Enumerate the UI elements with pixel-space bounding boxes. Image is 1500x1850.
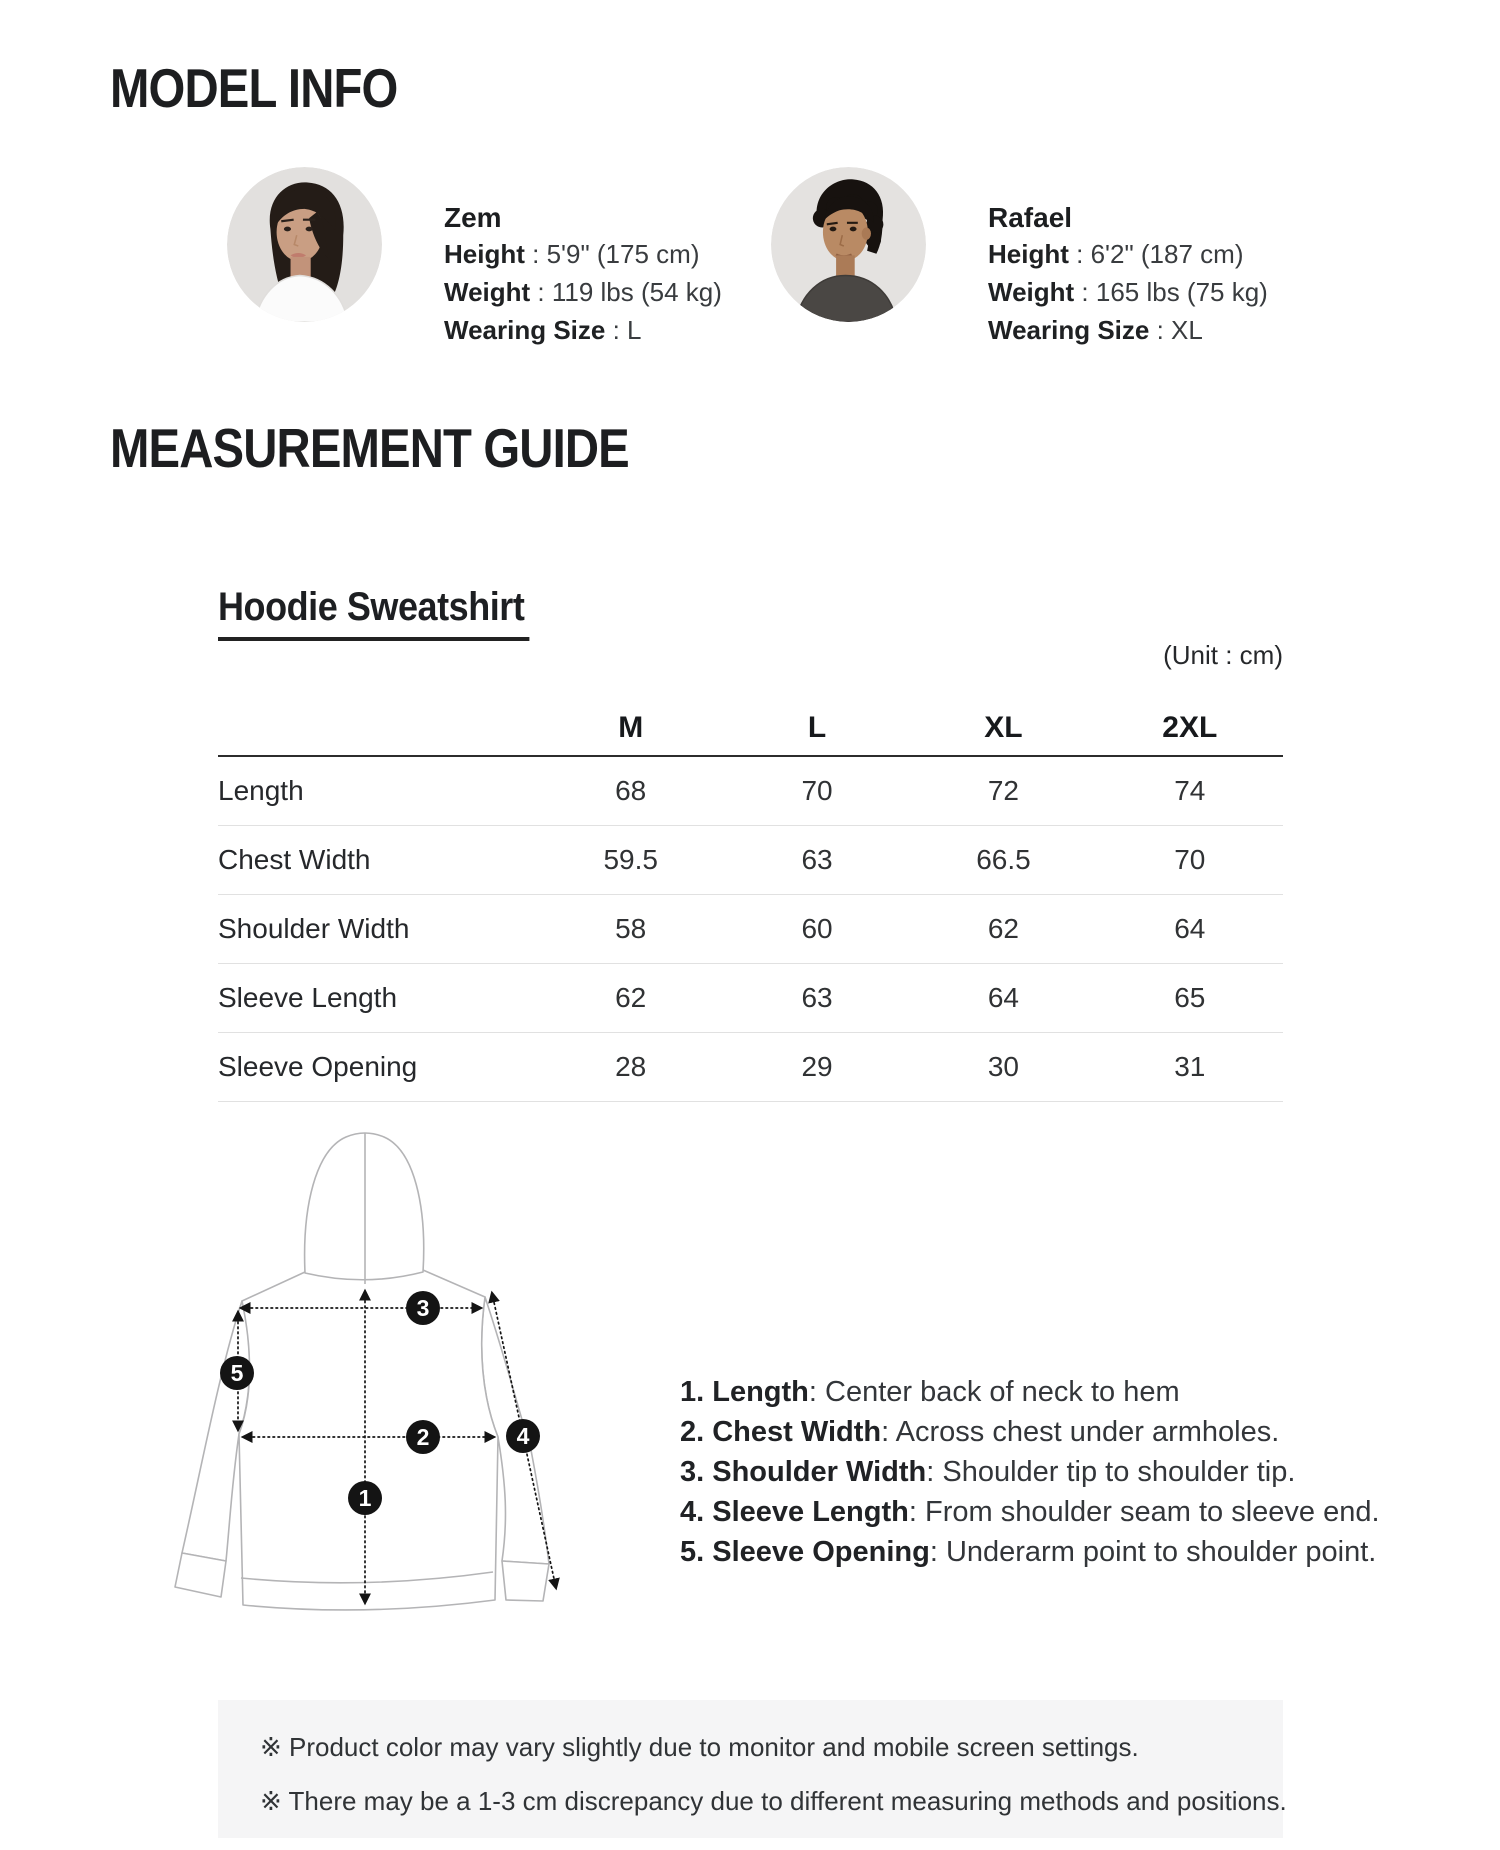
size-column-l: L (724, 700, 910, 756)
stat-value: 119 lbs (54 kg) (551, 277, 722, 307)
stat-separator: : (530, 277, 552, 307)
model-photo-rafael (771, 167, 926, 322)
size-cell: 68 (538, 756, 724, 826)
diagram-marker-1 (348, 1481, 382, 1515)
hoodie-diagram (165, 1100, 585, 1620)
description-length (680, 1372, 1380, 1412)
stat-value: 6'2" (187 cm) (1090, 239, 1244, 269)
description-label: 5. Sleeve Opening (680, 1536, 930, 1568)
measurement-guide-title: MEASUREMENT GUIDE (110, 417, 629, 479)
table-row-length (218, 756, 1283, 826)
row-label: Sleeve Length (218, 964, 538, 1033)
size-table (218, 700, 1283, 1102)
stat-separator: : (1149, 315, 1172, 345)
size-cell: 74 (1097, 756, 1283, 826)
description-text: : Shoulder tip to shoulder tip. (926, 1456, 1296, 1488)
table-row-shoulder-width (218, 895, 1283, 964)
cuff-left (175, 1553, 226, 1597)
stat-value: 165 lbs (75 kg) (1095, 277, 1268, 307)
row-label: Shoulder Width (218, 895, 538, 964)
size-cell: 62 (910, 895, 1096, 964)
model-stat-height (988, 235, 1268, 273)
product-title: Hoodie Sweatshirt (218, 585, 530, 641)
size-column-m: M (538, 700, 724, 756)
size-cell: 70 (1097, 826, 1283, 895)
svg-text:1: 1 (358, 1485, 372, 1511)
model-stat-weight (988, 273, 1268, 311)
description-label: 3. Shoulder Width (680, 1456, 927, 1488)
description-label: 1. Length (680, 1376, 809, 1408)
diagram-marker-5 (220, 1356, 254, 1390)
size-cell: 59.5 (538, 826, 724, 895)
model-details-zem (444, 167, 722, 349)
row-label: Chest Width (218, 826, 538, 895)
woman-portrait-illustration (227, 167, 382, 322)
diagram-marker-4 (506, 1419, 540, 1453)
table-row-chest-width (218, 826, 1283, 895)
size-cell: 58 (538, 895, 724, 964)
description-text: : Across chest under armholes. (881, 1416, 1280, 1448)
svg-text:2: 2 (416, 1424, 430, 1450)
description-label: 2. Chest Width (680, 1416, 882, 1448)
unit-note: (Unit : cm) (1163, 640, 1283, 670)
table-row-sleeve-opening (218, 1033, 1283, 1102)
size-cell: 64 (910, 964, 1096, 1033)
man-portrait-illustration (771, 167, 926, 322)
stat-label: Weight (444, 277, 531, 307)
size-cell: 62 (538, 964, 724, 1033)
model-name: Zem (444, 202, 502, 233)
footnote-color: ※ Product color may vary slightly due to monitor and mobile screen settings. (260, 1732, 1139, 1762)
stat-label: Height (988, 239, 1069, 269)
row-label: Sleeve Opening (218, 1033, 538, 1102)
model-list (227, 167, 1268, 349)
description-text: : Center back of neck to hem (808, 1376, 1180, 1408)
stat-separator: : (1068, 239, 1091, 269)
model-info-title: MODEL INFO (110, 57, 398, 119)
size-cell: 63 (724, 826, 910, 895)
stat-separator: : (1074, 277, 1096, 307)
model-card-zem (227, 167, 771, 349)
size-cell: 30 (910, 1033, 1096, 1102)
size-cell: 28 (538, 1033, 724, 1102)
description-chest-width (680, 1412, 1380, 1452)
footnote-box (218, 1700, 1287, 1838)
model-photo-zem (227, 167, 382, 322)
stat-value: XL (1171, 315, 1203, 345)
svg-text:5: 5 (230, 1360, 244, 1386)
stat-separator: : (605, 315, 628, 345)
cuff-right (502, 1561, 549, 1601)
svg-text:4: 4 (516, 1423, 530, 1449)
size-column-2xl: 2XL (1097, 700, 1283, 756)
size-cell: 65 (1097, 964, 1283, 1033)
size-cell: 64 (1097, 895, 1283, 964)
size-table-corner (218, 700, 538, 756)
stat-separator: : (524, 239, 547, 269)
stat-label: Wearing Size (988, 315, 1150, 345)
model-card-rafael (771, 167, 1268, 349)
stat-label: Weight (988, 277, 1075, 307)
model-details-rafael (988, 167, 1268, 349)
description-text: : From shoulder seam to sleeve end. (908, 1496, 1380, 1528)
size-table-header-row (218, 700, 1283, 756)
description-sleeve-opening (680, 1532, 1380, 1572)
diagram-marker-2 (406, 1420, 440, 1454)
model-stat-size (444, 311, 722, 349)
model-stat-height (444, 235, 722, 273)
stat-label: Wearing Size (444, 315, 606, 345)
description-shoulder-width (680, 1452, 1380, 1492)
size-cell: 31 (1097, 1033, 1283, 1102)
diagram-marker-3 (406, 1291, 440, 1325)
stat-value: 5'9" (175 cm) (546, 239, 700, 269)
table-row-sleeve-length (218, 964, 1283, 1033)
size-cell: 70 (724, 756, 910, 826)
size-cell: 66.5 (910, 826, 1096, 895)
footnote-discrepancy: ※ There may be a 1-3 cm discrepancy due to different measuring methods and positions. (260, 1786, 1287, 1816)
description-sleeve-length (680, 1492, 1380, 1532)
size-cell: 72 (910, 756, 1096, 826)
stat-label: Height (444, 239, 525, 269)
hood (305, 1133, 424, 1280)
size-column-xl: XL (910, 700, 1096, 756)
row-label: Length (218, 756, 538, 826)
body-back (239, 1270, 498, 1610)
model-stat-weight (444, 273, 722, 311)
stat-value: L (627, 315, 642, 345)
description-label: 4. Sleeve Length (680, 1496, 909, 1528)
description-text: : Underarm point to shoulder point. (929, 1536, 1377, 1568)
measurement-descriptions (680, 1372, 1380, 1572)
model-name: Rafael (988, 202, 1073, 233)
size-cell: 63 (724, 964, 910, 1033)
model-stat-size (988, 311, 1268, 349)
svg-text:3: 3 (416, 1295, 430, 1321)
size-cell: 29 (724, 1033, 910, 1102)
size-cell: 60 (724, 895, 910, 964)
